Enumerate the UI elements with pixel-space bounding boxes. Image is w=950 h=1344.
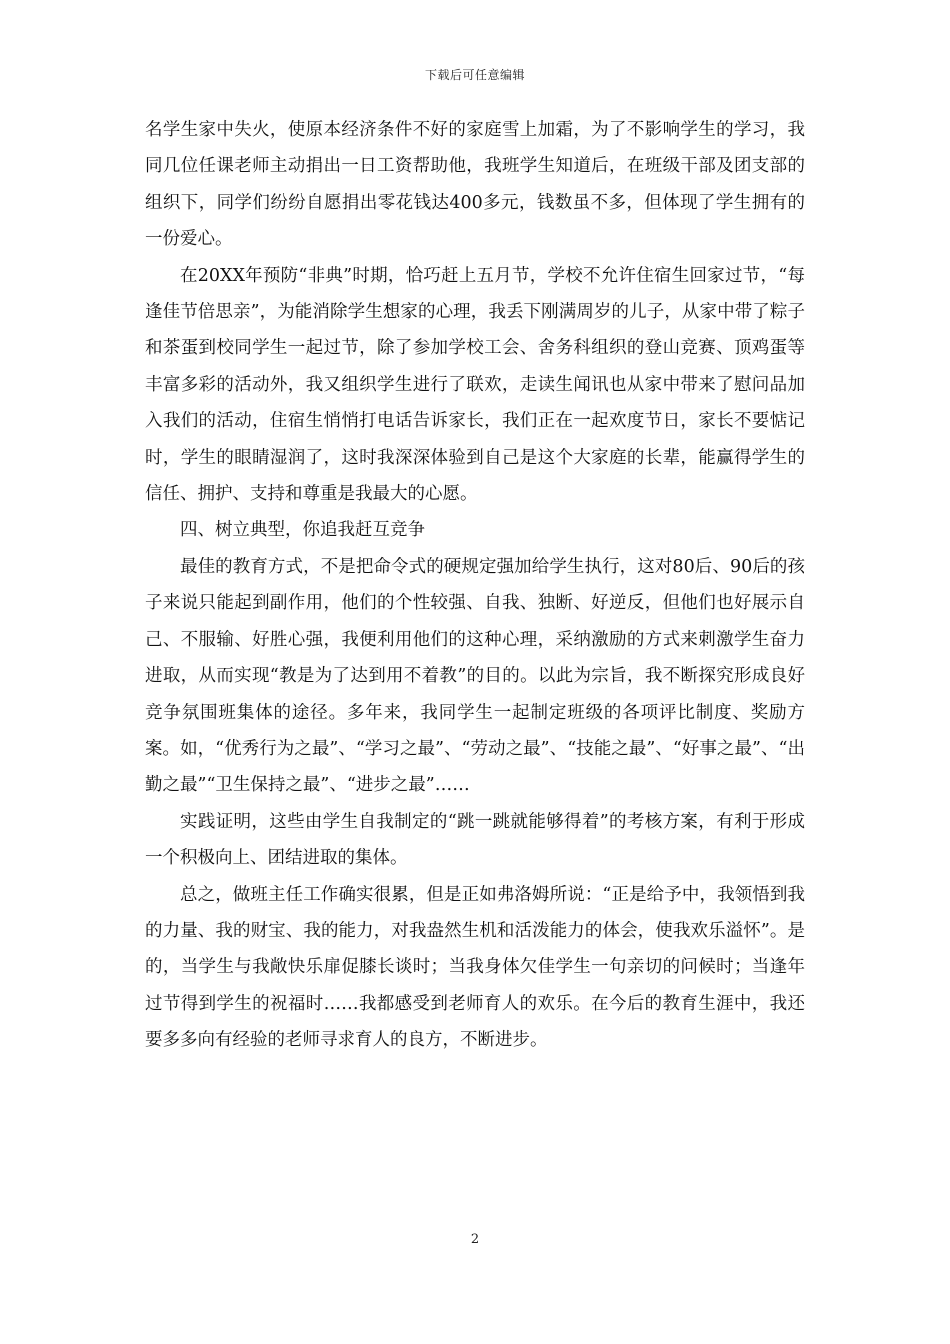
paragraph-4: 实践证明，这些由学生自我制定的“跳一跳就能够得着”的考核方案，有利于形成一个积极向上、团结进取的集体。 [145,811,805,869]
paragraph-3: 最佳的教育方式，不是把命令式的硬规定强加给学生执行，这对80后、90后的孩子来说只能起到副作用，他们的个性较强、自我、独断、好逆反，但他们也好展示自己、不服输、好胜心强，我便利用他们的这种心理，采纳激励的方式来刺激学生奋力进取，从而实现“教是为了达到用不着教”的目的。以此为宗旨，我不断探究形成良好竞争氛围班集体的途径。多年来，我同学生一起制定班级的各项评比制度、奖励方案。如，“优秀行为之最”、“学习之最”、“劳动之最”、“技能之最”、“好事之最”、“出勤之最”“卫生保持之最”、“进步之最”…… [145,556,805,796]
paragraph-1: 名学生家中失火，使原本经济条件不好的家庭雪上加霜，为了不影响学生的学习，我同几位任课老师主动捐出一日工资帮助他，我班学生知道后，在班级干部及团支部的组织下，同学们纷纷自愿捐出零花钱达400多元，钱数虽不多，但体现了学生拥有的一份爱心。 [145,120,805,250]
paragraph-5: 总之，做班主任工作确实很累，但是正如弗洛姆所说：“正是给予中，我领悟到我的力量、我的财宝、我的能力，对我盎然生机和活泼能力的体会，使我欢乐溢怀”。是的，当学生与我敞快乐扉促膝长谈时；当我身体欠佳学生一句亲切的问候时；当逢年过节得到学生的祝福时……我都感受到老师育人的欢乐。在今后的教育生涯中，我还要多多向有经验的老师寻求育人的良方，不断进步。 [145,884,805,1051]
section-heading: 四、树立典型，你追我赶互竞争 [180,520,425,541]
page-header: 下载后可任意编辑 [424,68,525,82]
paragraph-2: 在20XX年预防“非典”时期，恰巧赶上五月节，学校不允许住宿生回家过节，“每逢佳节倍思亲”，为能消除学生想家的心理，我丢下刚满周岁的儿子，从家中带了粽子和茶蛋到校同学生一起过节，除了参加学校工会、舍务科组织的登山竞赛、顶鸡蛋等丰富多彩的活动外，我又组织学生进行了联欢，走读生闻讯也从家中带来了慰问品加入我们的活动，住宿生悄悄打电话告诉家长，我们正在一起欢度节日，家长不要惦记时，学生的眼睛湿润了，这时我深深体验到自己是这个大家庭的长辈，能赢得学生的信任、拥护、支持和尊重是我最大的心愿。 [145,265,805,505]
document-body [145,112,805,1059]
page-number: 2 [470,1232,480,1247]
